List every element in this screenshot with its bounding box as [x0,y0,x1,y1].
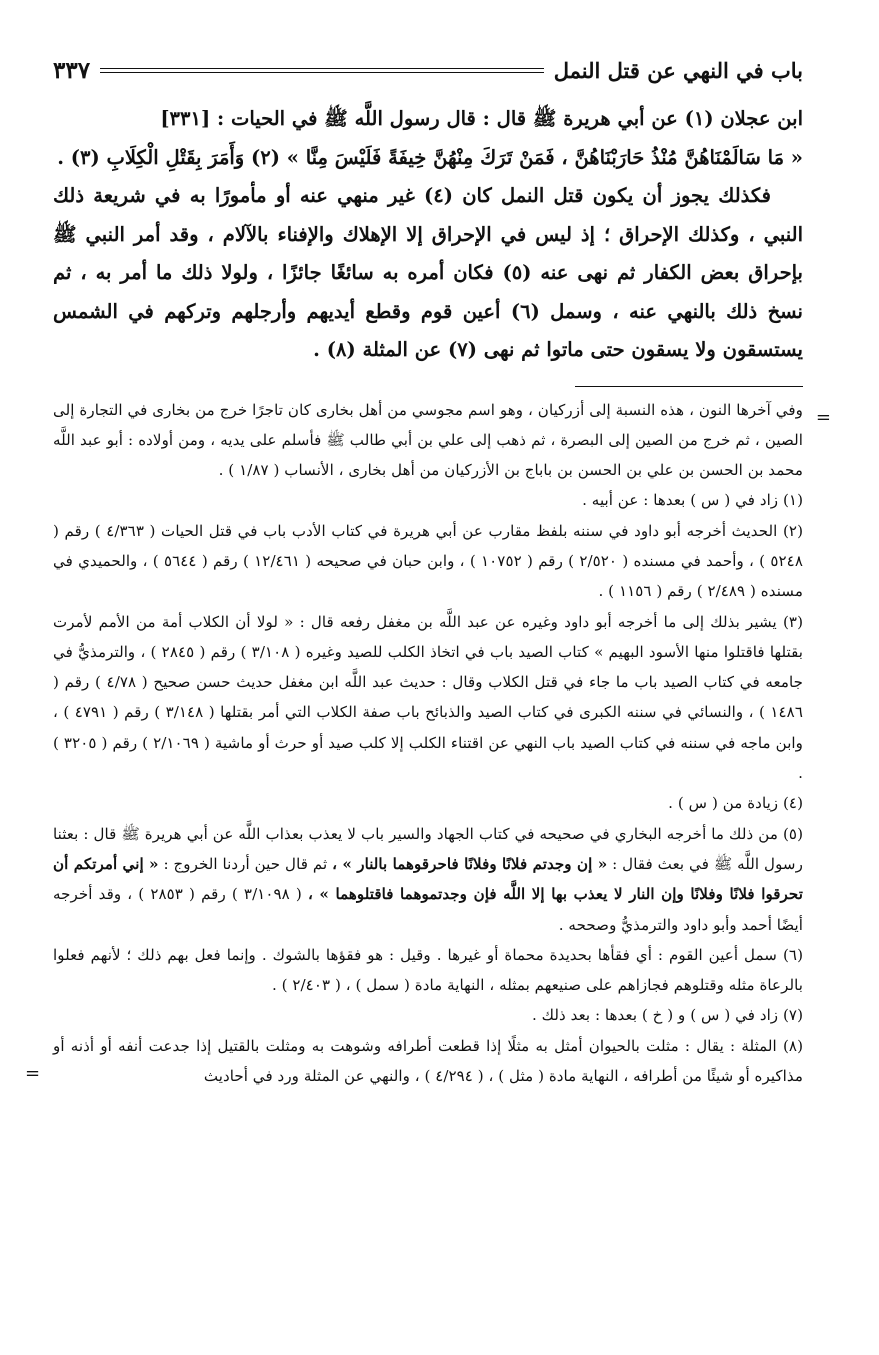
footnote-5 [53,819,803,940]
main-text [53,100,803,370]
footnote-8-text: (٨) المثلة : يقال : مثلت بالحيوان أمثل به مثلًا إذا قطعت أطرافه وشوهت به ومثلت بالقتيل إذا جدعت أنفه أو أذنه أو مذاكيره أو شيئًا من أطرافه ، النهاية مادة ( مثل ) ، ( ٤/٢٩٤ ) ، والنهي عن المثلة ورد في أحاديث [53,1036,803,1086]
footnotes [25,395,831,1092]
page-number: ٣٣٧ [53,56,91,84]
continuation-mark: = [815,406,831,428]
footnote-5-quote-1: « إن وجدتم فلانًا وفلانًا فاحرقوهما بالنار » ، [332,854,608,873]
header-rule [100,68,544,73]
footnote-4: (٤) زيادة من ( س ) . [668,794,803,813]
footnote-continuation-text: وفي آخرها النون ، هذه النسبة إلى أزركيان ، وهو اسم مجوسي من أهل بخارى كان تاجرًا خرج من بخارى في التجارة إلى الصين ، ثم خرج من الصين إلى البصرة ، ثم ذهب إلى علي بن أبي طالب ﷺ فأسلم على يديه ، ومن أولاده : أبو عبد اللَّه محمد بن الحسن بن علي بن الحسن بن باباج بن الأزركيان من أهل بخارى ، الأنساب ( ١/٨٧ ) . [53,400,803,480]
footnote-5-source: ( ٣/١٠٩٨ ) رقم ( ٢٨٥٣ ) ، وقد أخرجه أيضًا أحمد وأبو داود والترمذيُّ وصححه . [53,885,803,934]
hadith-text: « مَا سَالَمْنَاهُنَّ مُنْذُ حَارَبْنَاهُنَّ ، فَمَنْ تَرَكَ مِنْهُنَّ خِيفَةً فَلَيْسَ مِنَّا » (٢) وَأَمَرَ بِقَتْلِ الْكِلَابِ (٣) . [57,145,803,169]
continuation-mark-end: = [25,1063,41,1085]
footnote-6: (٦) سمل أعين القوم : أي فقأها بحديدة محماة أو غيرها . وقيل : هو فقؤها بالشوك . وإنما فعل بهم ذلك ؛ لأنهم فعلوا بالرعاة مثله وقتلوهم فجازاهم على صنيعهم بمثله ، النهاية مادة ( سمل ) ، ( ٢/٤٠٣ ) . [53,945,803,995]
footnote-5-intro: (٥) من ذلك ما أخرجه البخاري في صحيحه في كتاب الجهاد والسير باب لا يعذب بعذاب اللَّه عن أبي هريرة ﷺ قال : بعثنا رسول اللَّه ﷺ في بعث فقال : [53,824,803,873]
footnote-2: (٢) الحديث أخرجه أبو داود في سننه بلفظ مقارب عن أبي هريرة في كتاب الأدب باب في قتل الحيات ( ٤/٣٦٣ ) رقم ( ٥٢٤٨ ) ، وأحمد في مسنده ( ٢/٥٢٠ ) رقم ( ١٠٧٥٢ ) ، وابن حبان في صحيحه ( ١٢/٤٦١ ) رقم ( ٥٦٤٤ ) ، والحميدي في مسنده ( ٢/٤٨٩ ) رقم ( ١١٥٦ ) . [53,521,803,601]
footnote-8 [25,1031,803,1092]
footnote-separator [575,386,803,387]
running-title: باب في النهي عن قتل النمل [553,57,803,83]
main-line-1: ابن عجلان (١) عن أبي هريرة ﷺ قال : قال رسول اللَّه ﷺ في الحيات : [٣٣١] [160,107,803,130]
footnote-5-middle: ثم قال حين أردنا الخروج : [163,854,328,873]
footnote-5-quote-2: « إني أمرتكم أن تحرقوا فلانًا وفلانًا وإن النار لا يعذب بها إلا اللَّه فإن وجدتموهما فاقتلوهما » ، [53,854,803,904]
footnote-continuation [53,395,831,486]
footnote-3: (٣) يشير بذلك إلى ما أخرجه أبو داود وغيره عن عبد اللَّه بن مغفل رفعه قال : « لولا أن الكلاب أمة من الأمم لأمرت بقتلها فاقتلوا منها الأسود البهيم » كتاب الصيد باب في اتخاذ الكلب للصيد وغيره ( ٣/١٠٨ ) رقم ( ٢٨٤٥ ) ، والترمذيُّ في جامعه في كتاب الصيد باب ما جاء في قتل الكلاب وقال : حديث عبد اللَّه ابن مغفل حديث حسن صحيح ( ٤/٧٨ ) رقم ( ١٤٨٦ ) ، والنسائي في سننه الكبرى في كتاب الصيد والذبائح باب صفة الكلاب التي أمر بقتلها ( ٣/١٤٨ ) رقم ( ٤٧٩١ ) ، وابن ماجه في سننه في كتاب الصيد باب النهي عن اقتناء الكلب إلا كلب صيد أو حرث أو ماشية ( ٢/١٠٦٩ ) رقم ( ٣٢٠٥ ) . [53,612,803,783]
main-paragraph: فكذلك يجوز أن يكون قتل النمل كان (٤) غير منهي عنه أو مأمورًا به في شريعة ذلك النبي ، وكذلك الإحراق ؛ إذ ليس في الإحراق إلا الإهلاك والإفناء بالآلام ، وقد أمر النبي ﷺ بإحراق بعض الكفار ثم نهى عنه (٥) فكان أمره به سائغًا جائزًا ، ولولا ذلك ما أمر به ، ثم نسخ ذلك بالنهي عنه ، وسمل (٦) أعين قوم وقطع أيديهم وأرجلهم وتركهم في الشمس يستسقون ولا يسقون حتى ماتوا ثم نهى (٧) عن المثلة (٨) . [53,184,803,361]
page-header [53,50,803,90]
footnote-1: (١) زاد في ( س ) بعدها : عن أبيه . [582,491,803,510]
footnote-7: (٧) زاد في ( س ) و ( خ ) بعدها : بعد ذلك . [531,1006,803,1025]
book-page [25,50,831,1091]
